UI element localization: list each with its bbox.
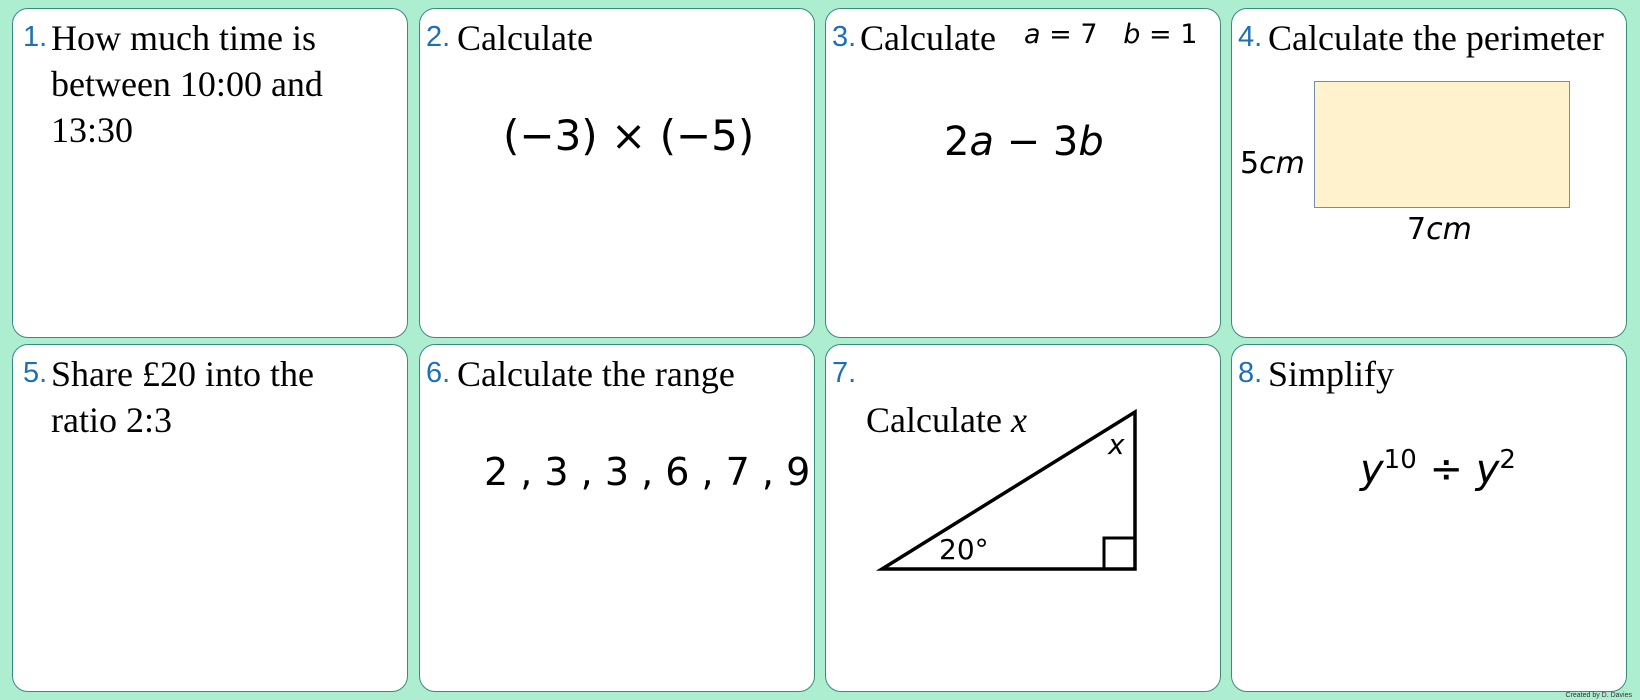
question-text: Calculate x bbox=[866, 400, 1027, 440]
question-number: 6. bbox=[426, 357, 451, 389]
variable-x: x bbox=[1010, 400, 1027, 440]
right-triangle-diagram bbox=[826, 345, 1222, 693]
expression bbox=[944, 119, 1104, 165]
variable-a: a bbox=[1024, 19, 1041, 50]
given-values bbox=[1024, 21, 1197, 48]
value-a: = 7 bbox=[1040, 19, 1098, 50]
question-text: Calculate the range bbox=[457, 354, 735, 394]
question-number: 8. bbox=[1238, 357, 1263, 389]
question-text: Calculate bbox=[860, 18, 996, 58]
variable-b: b bbox=[1123, 19, 1141, 50]
height-label: 5cm bbox=[1240, 146, 1305, 181]
question-text: Calculate bbox=[457, 18, 593, 58]
angle-label: 20° bbox=[939, 533, 989, 566]
question-card-6 bbox=[419, 344, 815, 692]
value-b: = 1 bbox=[1140, 19, 1198, 50]
rectangle-shape bbox=[1314, 81, 1570, 208]
question-card-5 bbox=[12, 344, 408, 692]
data-values: 2 , 3 , 3 , 6 , 7 , 9 bbox=[484, 450, 811, 494]
expr-var-b: b bbox=[1078, 119, 1104, 165]
right-angle-marker bbox=[1104, 538, 1135, 569]
question-number: 1. bbox=[23, 21, 48, 53]
question-card-7 bbox=[825, 344, 1221, 692]
question-card-8 bbox=[1231, 344, 1627, 692]
question-text: Share £20 into the ratio 2:3 bbox=[51, 354, 314, 440]
expr-coef-a: 2 bbox=[944, 119, 970, 165]
triangle bbox=[882, 412, 1135, 569]
question-text: Simplify bbox=[1268, 354, 1395, 394]
question-number: 2. bbox=[426, 21, 451, 53]
unknown-angle-label: x bbox=[1108, 428, 1125, 461]
expression: (−3) × (−5) bbox=[503, 111, 755, 160]
question-text: Calculate the perimeter bbox=[1268, 18, 1604, 58]
question-card-4 bbox=[1231, 8, 1627, 338]
question-number: 3. bbox=[832, 21, 857, 53]
question-card-3 bbox=[825, 8, 1221, 338]
expr-coef-b: − 3 bbox=[993, 119, 1079, 165]
question-card-2 bbox=[419, 8, 815, 338]
width-label: 7cm bbox=[1407, 212, 1472, 247]
question-number: 7. bbox=[832, 357, 857, 389]
credit-text: Created by D. Davies bbox=[1565, 692, 1632, 699]
question-text: How much time is between 10:00 and 13:30 bbox=[51, 18, 323, 150]
question-number: 5. bbox=[23, 357, 48, 389]
expression: $y^{10} \div y^2$ bbox=[1360, 445, 1516, 493]
question-number: 4. bbox=[1238, 21, 1263, 53]
expr-var-a: a bbox=[969, 119, 994, 165]
question-card-1 bbox=[12, 8, 408, 338]
